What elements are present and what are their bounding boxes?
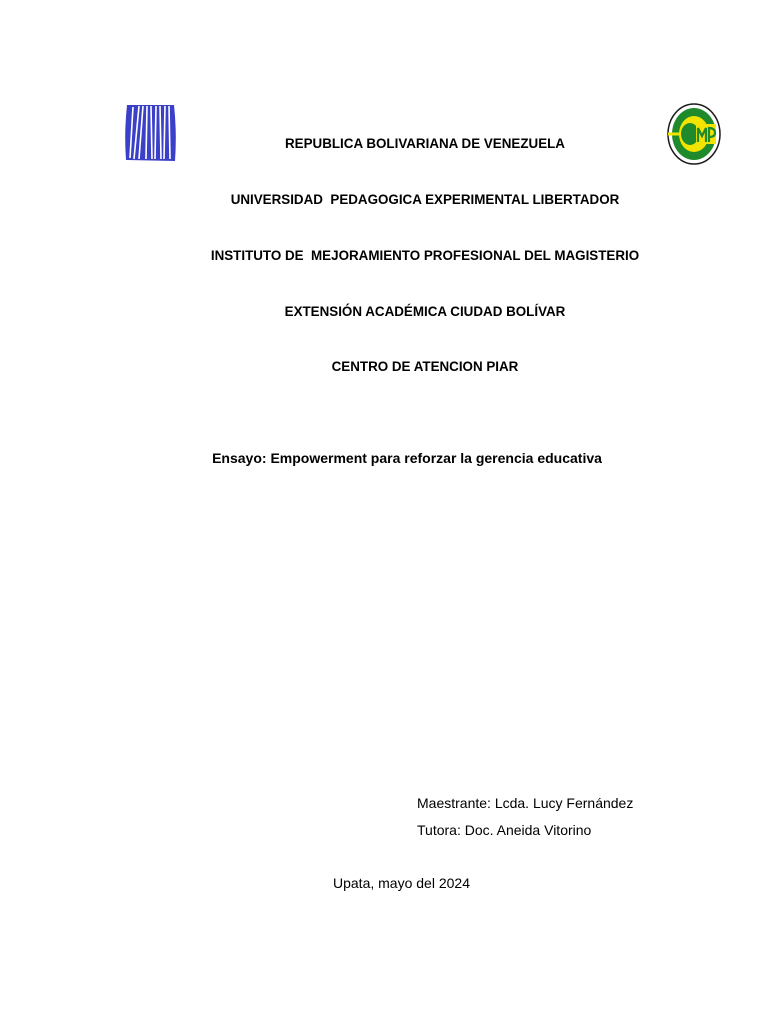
essay-title: Ensayo: Empowerment para reforzar la gerencia educativa xyxy=(212,450,602,466)
maestrante-line: Maestrante: Lcda. Lucy Fernández xyxy=(417,795,634,811)
institution-header xyxy=(190,98,660,414)
upel-logo-icon xyxy=(124,103,178,163)
header-line-extension: EXTENSIÓN ACADÉMICA CIUDAD BOLÍVAR xyxy=(284,303,566,319)
header-line-republic: REPUBLICA BOLIVARIANA DE VENEZUELA xyxy=(285,136,565,152)
tutora-line: Tutora: Doc. Aneida Vitorino xyxy=(417,822,592,838)
place-date: Upata, mayo del 2024 xyxy=(333,875,470,891)
header-line-institute: INSTITUTO DE MEJORAMIENTO PROFESIONAL DEL MAGISTERIO xyxy=(210,247,640,263)
header-line-university: UNIVERSIDAD PEDAGOGICA EXPERIMENTAL LIBERTADOR xyxy=(230,191,620,207)
ipmp-logo-icon xyxy=(666,102,722,166)
header-line-center: CENTRO DE ATENCION PIAR xyxy=(331,359,519,375)
